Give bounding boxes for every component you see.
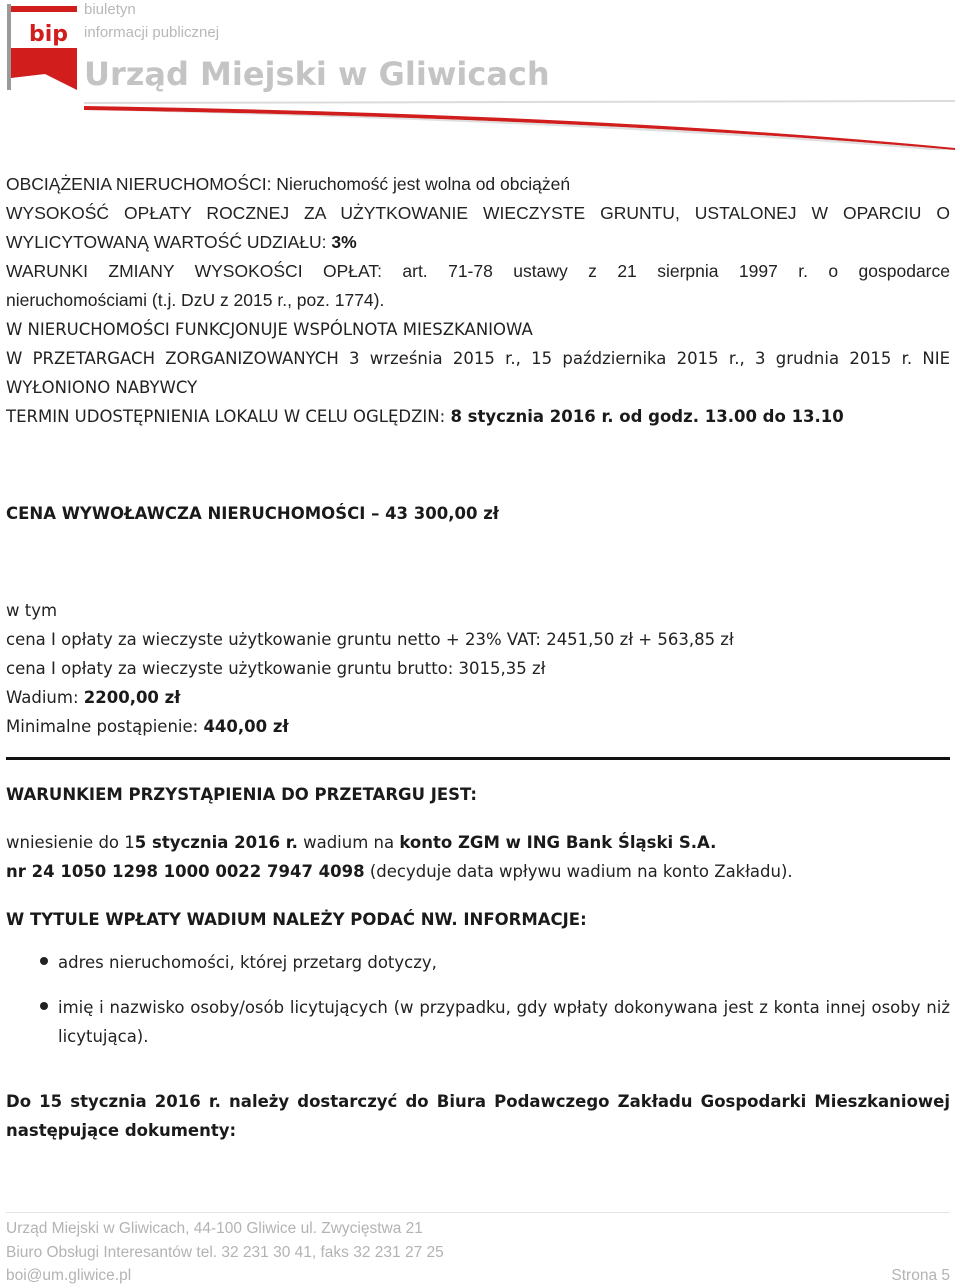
conditions-heading: WARUNKIEM PRZYSTĄPIENIA DO PRZETARGU JEST:	[6, 785, 477, 804]
header-swoosh	[0, 92, 960, 152]
bank-account-line: nr 24 1050 1298 1000 0022 7947 4098 (decyduje data wpływu wadium na konto Zakładu).	[6, 862, 793, 881]
deposit-deadline-line: wniesienie do 15 stycznia 2016 r. wadium na konto ZGM w ING Bank Śląski S.A.	[6, 833, 717, 852]
price-breakdown-label: w tym	[6, 601, 58, 620]
price-net-line: cena I opłaty za wieczyste użytkowanie gruntu netto + 23% VAT: 2451,50 zł + 563,85 zł	[6, 630, 734, 649]
footer-email[interactable]: boi@um.gliwice.pl	[6, 1267, 132, 1284]
price-gross-line: cena I opłaty za wieczyste użytkowanie gruntu brutto: 3015,35 zł	[6, 659, 546, 678]
page-footer	[6, 1212, 950, 1288]
bullet-icon	[40, 1002, 48, 1010]
starting-price: CENA WYWOŁAWCZA NIERUCHOMOŚCI – 43 300,00 zł	[6, 504, 499, 523]
list-item: imię i nazwisko osoby/osób licytujących (w przypadku, gdy wpłaty dokonywana jest z konta innej osoby niż licytująca).	[6, 993, 950, 1051]
bip-logo	[7, 4, 79, 90]
footer-address: Urząd Miejski w Gliwicach, 44-100 Gliwice ul. Zwycięstwa 21	[6, 1220, 423, 1237]
bip-logo-text: bip	[29, 22, 69, 47]
page-header	[0, 0, 960, 150]
footer-phone: Biuro Obsługi Interesantów tel. 32 231 30 41, faks 32 231 27 25	[6, 1243, 444, 1261]
site-title[interactable]: Urząd Miejski w Gliwicach	[84, 55, 550, 93]
bip-line-2: informacji publicznej	[84, 24, 220, 41]
fee-change-line-2: nieruchomościami (t.j. DzU z 2015 r., poz. 1774).	[6, 290, 385, 310]
annual-fee-line: WYSOKOŚĆ OPŁATY ROCZNEJ ZA UŻYTKOWANIE WIECZYSTE GRUNTU, USTALONEJ W OPARCIU O	[6, 203, 950, 223]
previous-tenders-line-2: WYŁONIONO NABYWCY	[6, 378, 198, 397]
section-divider	[6, 757, 950, 760]
bip-line-1: biuletyn	[84, 1, 136, 18]
deposit-line: Wadium: 2200,00 zł	[6, 688, 181, 707]
page-number: Strona 5	[891, 1267, 950, 1284]
previous-tenders-line: W PRZETARGACH ZORGANIZOWANYCH 3 września 2015 r., 15 października 2015 r., 3 grudnia 2015 r. NIE	[6, 349, 950, 368]
documents-deadline: Do 15 stycznia 2016 r. należy dostarczyć do Biura Podawczego Zakładu Gospodarki Mieszkaniowej następujące dokumenty:	[6, 1092, 950, 1140]
document-body	[6, 170, 950, 1145]
annual-fee-line-2: WYLICYTOWANĄ WARTOŚĆ UDZIAŁU: 3%	[6, 232, 357, 252]
transfer-info-list	[6, 948, 950, 1051]
fee-change-line: WARUNKI ZMIANY WYSOKOŚCI OPŁAT: art. 71-78 ustawy z 21 sierpnia 1997 r. o gospodarce	[6, 261, 950, 281]
bullet-icon	[40, 957, 48, 965]
inspection-term-line: TERMIN UDOSTĘPNIENIA LOKALU W CELU OGLĘDZIN: 8 stycznia 2016 r. od godz. 13.00 do 13.10	[6, 407, 844, 426]
transfer-title-heading: W TYTULE WPŁATY WADIUM NALEŻY PODAĆ NW. INFORMACJE:	[6, 910, 587, 929]
min-increment-line: Minimalne postąpienie: 440,00 zł	[6, 717, 289, 736]
community-line: W NIERUCHOMOŚCI FUNKCJONUJE WSPÓLNOTA MIESZKANIOWA	[6, 320, 533, 339]
list-item: adres nieruchomości, której przetarg dotyczy,	[6, 948, 950, 977]
encumbrance-line: OBCIĄŻENIA NIERUCHOMOŚCI: Nieruchomość jest wolna od obciążeń	[6, 174, 571, 194]
